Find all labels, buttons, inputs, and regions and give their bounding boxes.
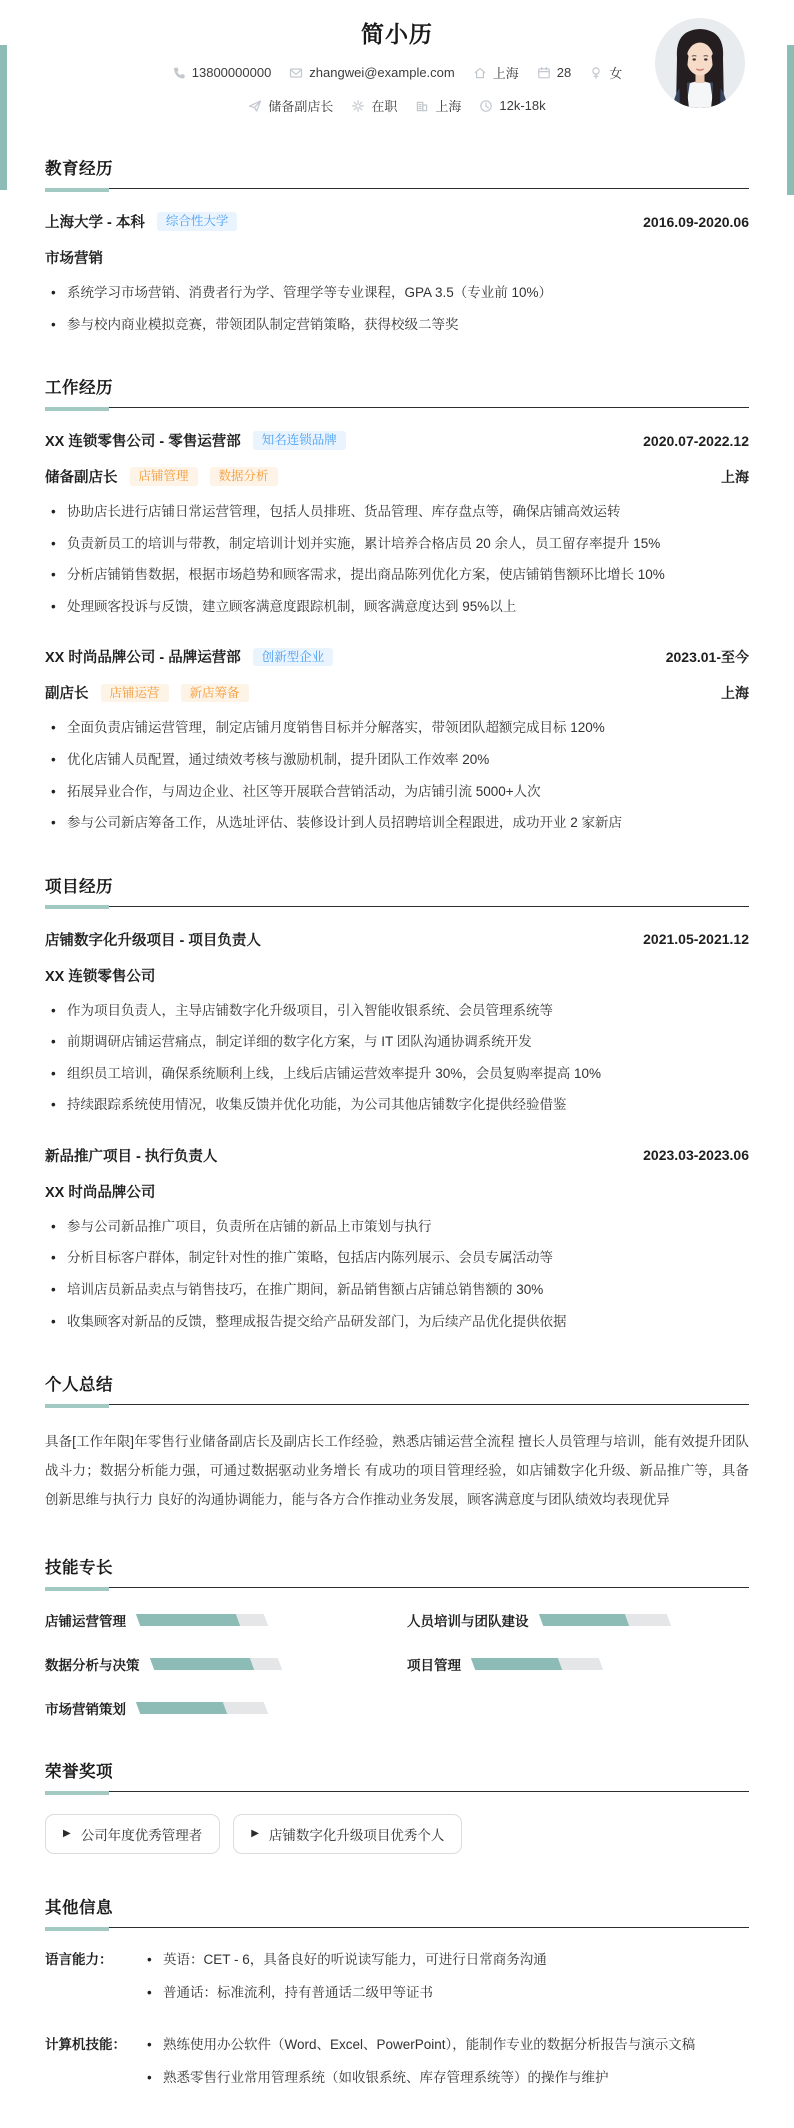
phone-number: 13800000000 <box>191 65 272 80</box>
list-item: • 培训店员新品卖点与销售技巧，在推广期间，新品销售额占店铺总销售额的 30% <box>45 1280 749 1300</box>
skill-label: 项目管理 <box>407 1658 461 1674</box>
skills-title: 技能专长 <box>45 1559 113 1578</box>
work-title: 工作经历 <box>45 379 113 398</box>
skill-item <box>407 1610 749 1630</box>
list-item: • 组织员工培训，确保系统顺利上线，上线后店铺运营效率提升 30%，会员复购率提高 10% <box>45 1064 749 1084</box>
salary-item <box>479 98 545 113</box>
list-item: • 英语：CET - 6，具备良好的听说读写能力，可进行日常商务沟通 <box>141 1950 749 1970</box>
role-tag: 新店筹备 <box>181 684 249 703</box>
project-org: XX 连锁零售公司 <box>45 968 156 985</box>
summary-header <box>45 1371 749 1405</box>
email-icon <box>289 66 303 80</box>
list-item: • 分析目标客户群体，制定针对性的推广策略，包括店内陈列展示、会员专属活动等 <box>45 1248 749 1268</box>
honors-row <box>45 1814 749 1854</box>
role-tag: 数据分析 <box>210 467 278 486</box>
computer-bullets <box>141 2035 749 2100</box>
age-icon <box>537 66 551 80</box>
school-name: 上海大学 - 本科 <box>45 215 145 231</box>
company-tag: 创新型企业 <box>253 648 334 667</box>
phone-icon <box>172 66 186 80</box>
email-address: zhangwei@example.com <box>309 65 455 80</box>
gender-icon <box>589 66 603 80</box>
computer-group <box>45 2035 749 2100</box>
home-city-item <box>473 63 519 82</box>
skill-bar <box>136 1614 268 1626</box>
job-status: 在职 <box>371 99 398 114</box>
major-name: 市场营销 <box>45 251 103 267</box>
home-icon <box>473 66 487 80</box>
list-item: • 系统学习市场营销、消费者行为学、管理学等专业课程，GPA 3.5（专业前 10%） <box>45 283 749 303</box>
education-header <box>45 155 749 189</box>
list-item: • 优化店铺人员配置，通过绩效考核与激励机制，提升团队工作效率 20% <box>45 750 749 770</box>
section-summary <box>45 1371 749 1514</box>
work-header <box>45 374 749 408</box>
list-item: • 分析店铺销售数据，根据市场趋势和顾客需求，提出商品陈列优化方案，使店铺销售额环比增长 10% <box>45 565 749 585</box>
section-honors <box>45 1758 749 1854</box>
list-item: • 持续跟踪系统使用情况，收集反馈并优化功能，为公司其他店铺数字化提供经验借鉴 <box>45 1095 749 1115</box>
work-entry-2 <box>45 646 749 832</box>
play-icon: ▶ <box>63 1828 71 1840</box>
other-header <box>45 1894 749 1928</box>
project-name: 新品推广项目 - 执行负责人 <box>45 1148 218 1165</box>
section-work <box>45 374 749 833</box>
list-item: • 协助店长进行店铺日常运营管理，包括人员排班、货品管理、库存盘点等，确保店铺高效运转 <box>45 502 749 522</box>
project-date: 2021.05-2021.12 <box>643 931 749 948</box>
list-item: • 普通话：标准流利，持有普通话二级甲等证书 <box>141 1983 749 2003</box>
gender-item <box>589 63 622 82</box>
skill-label: 市场营销策划 <box>45 1702 126 1718</box>
company-tag: 知名连锁品牌 <box>253 431 346 450</box>
home-city: 上海 <box>492 66 519 81</box>
language-label: 语言能力： <box>45 1952 113 1968</box>
skill-item <box>45 1610 387 1630</box>
job-status-icon <box>351 99 365 113</box>
city-value: 上海 <box>435 99 462 114</box>
phone-item <box>172 65 272 80</box>
language-group <box>45 1950 749 2015</box>
role-name: 副店长 <box>45 686 89 703</box>
skill-label: 店铺运营管理 <box>45 1614 126 1630</box>
education-title: 教育经历 <box>45 160 113 178</box>
age-item <box>537 65 571 80</box>
list-item: • 熟练使用办公软件（Word、Excel、PowerPoint），能制作专业的数据分析报告与演示文稿 <box>141 2035 749 2055</box>
list-item: • 全面负责店铺运营管理，制定店铺月度销售目标并分解落实，带领团队超额完成目标 120% <box>45 718 749 738</box>
honor-chip[interactable] <box>45 1814 220 1854</box>
project-bullets <box>45 1217 749 1331</box>
honors-header <box>45 1758 749 1792</box>
section-projects <box>45 873 749 1332</box>
target-position: 储备副店长 <box>268 99 334 114</box>
work-bullets <box>45 718 749 832</box>
target-position-item <box>248 96 333 115</box>
gender-value: 女 <box>609 66 623 81</box>
list-item: • 作为项目负责人，主导店铺数字化升级项目，引入智能收银系统、会员管理系统等 <box>45 1001 749 1021</box>
honor-chip[interactable] <box>233 1814 462 1854</box>
job-status-item <box>351 96 397 115</box>
company-name: XX 时尚品牌公司 - 品牌运营部 <box>45 650 241 667</box>
list-item: • 处理顾客投诉与反馈，建立顾客满意度跟踪机制，顾客满意度达到 95%以上 <box>45 597 749 617</box>
skill-label: 数据分析与决策 <box>45 1658 140 1674</box>
project-org: XX 时尚品牌公司 <box>45 1184 156 1201</box>
project-entry-1 <box>45 929 749 1115</box>
projects-header <box>45 873 749 907</box>
resume-header <box>0 0 794 115</box>
role-name: 储备副店长 <box>45 470 118 487</box>
skill-item <box>45 1698 387 1718</box>
computer-label: 计算机技能： <box>45 2037 126 2053</box>
list-item: • 参与公司新品推广项目，负责所在店铺的新品上市策划与执行 <box>45 1217 749 1237</box>
education-date: 2016.09-2020.06 <box>643 213 749 230</box>
work-entry-1 <box>45 430 749 616</box>
role-tag: 店铺运营 <box>101 684 169 703</box>
work-date: 2023.01-至今 <box>665 648 749 665</box>
work-bullets <box>45 502 749 616</box>
section-education <box>45 155 749 334</box>
projects-title: 项目经历 <box>45 877 113 896</box>
list-item: • 收集顾客对新品的反馈，整理成报告提交给产品研发部门，为后续产品优化提供依据 <box>45 1312 749 1332</box>
skill-item <box>45 1654 387 1674</box>
email-item <box>289 65 454 80</box>
honors-title: 荣誉奖项 <box>45 1763 113 1782</box>
city-item <box>415 96 461 115</box>
school-tag: 综合性大学 <box>157 212 238 231</box>
project-entry-2 <box>45 1145 749 1331</box>
salary-icon <box>479 99 493 113</box>
work-location: 上海 <box>721 468 749 485</box>
age-value: 28 <box>556 65 572 80</box>
section-skills <box>45 1554 749 1718</box>
work-date: 2020.07-2022.12 <box>643 432 749 449</box>
skills-grid <box>45 1610 749 1718</box>
list-item: • 前期调研店铺运营痛点，制定详细的数字化方案，与 IT 团队沟通协调系统开发 <box>45 1032 749 1052</box>
summary-text: 具备[工作年限]年零售行业储备副店长及副店长工作经验，熟悉店铺运营全流程 擅长人员管理与培训，能有效提升团队战斗力；数据分析能力强，可通过数据驱动业务增长 有成功的项目管理经验，如店铺数字化升级、新品推广等，具备创新思维与执行力 良好的沟通协调能力，能与各方合作推动业务发展，顾客满意度与团队绩效均表现优异 <box>45 1434 749 1508</box>
list-item: • 负责新员工的培训与带教，制定培训计划并实施，累计培养合格店员 20 余人，员工留存率提升 15% <box>45 534 749 554</box>
education-bullets <box>45 283 749 334</box>
summary-title: 个人总结 <box>45 1376 113 1395</box>
project-date: 2023.03-2023.06 <box>643 1147 749 1164</box>
other-title: 其他信息 <box>45 1899 113 1918</box>
salary-range: 12k-18k <box>499 98 546 113</box>
company-name: XX 连锁零售公司 - 零售运营部 <box>45 434 241 451</box>
education-entry <box>45 211 749 334</box>
avatar <box>655 18 745 108</box>
skill-bar <box>538 1614 670 1626</box>
list-item: • 拓展异业合作，与周边企业、社区等开展联合营销活动，为店铺引流 5000+人次 <box>45 782 749 802</box>
skill-label: 人员培训与团队建设 <box>407 1614 529 1630</box>
project-name: 店铺数字化升级项目 - 项目负责人 <box>45 932 261 949</box>
skill-bar <box>471 1658 603 1670</box>
list-item: • 参与校内商业模拟竞赛，带领团队制定营销策略，获得校级二等奖 <box>45 315 749 335</box>
play-icon: ▶ <box>251 1828 259 1840</box>
work-location: 上海 <box>721 684 749 701</box>
honor-label: 店铺数字化升级项目优秀个人 <box>268 1828 445 1844</box>
role-tag: 店铺管理 <box>130 467 198 486</box>
skill-bar <box>149 1658 281 1670</box>
section-other <box>45 1894 749 2128</box>
skill-item <box>407 1654 749 1674</box>
target-position-icon <box>248 99 262 113</box>
skill-bar <box>136 1702 268 1714</box>
list-item: • 参与公司新店筹备工作，从选址评估、装修设计到人员招聘培训全程跟进，成功开业 2 家新店 <box>45 813 749 833</box>
honor-label: 公司年度优秀管理者 <box>80 1828 203 1844</box>
project-bullets <box>45 1001 749 1115</box>
language-bullets <box>141 1950 749 2015</box>
resume-name: 简小历 <box>361 21 433 47</box>
skills-header <box>45 1554 749 1588</box>
city-icon <box>415 99 429 113</box>
list-item: • 熟悉零售行业常用管理系统（如收银系统、库存管理系统等）的操作与维护 <box>141 2068 749 2088</box>
